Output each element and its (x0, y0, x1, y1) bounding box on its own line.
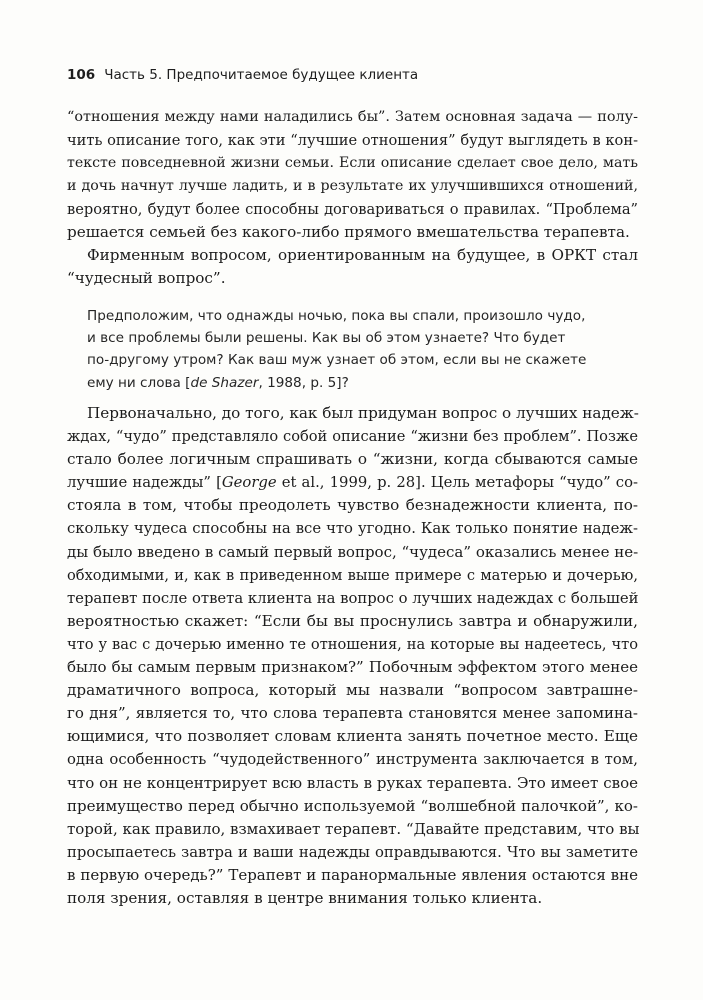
paragraph-2 (67, 244, 638, 290)
text-line: го дня”, является то, что слова терапевта становятся менее запомина- (67, 704, 638, 723)
text-line: стояла в том, чтобы преодолеть чувство безнадежности клиента, по- (67, 496, 638, 515)
text-line: ющимися, что позволяет словам клиента занять почетное место. Еще (67, 727, 638, 746)
text-fragment: et al., 1999, p. 28]. Цель метафоры “чудо” со- (276, 474, 638, 492)
text-line (67, 471, 638, 494)
running-head (67, 66, 418, 84)
citation-author: de Shazer (190, 374, 259, 391)
citation-text: , 1988, p. 5]? (258, 374, 349, 391)
text-line: тексте повседневной жизни семьи. Если описание сделает свое дело, мать (67, 155, 638, 172)
text-line: вероятно, будут более способны договариваться о правилах. “Проблема” (67, 201, 638, 219)
text-line: Первоначально, до того, как был придуман вопрос о лучших надеж- (87, 404, 639, 422)
running-title: Часть 5. Предпочитаемое будущее клиента (104, 67, 419, 83)
text-line: преимущество перед обычно используемой “волшебной палочкой”, ко- (67, 796, 638, 815)
paragraph-3 (67, 402, 638, 910)
quote-line (67, 372, 638, 394)
text-line: стало более логичным спрашивать о “жизни, когда сбываются самые (67, 450, 638, 469)
text-line: решается семьей без какого-либо прямого вмешательства терапевта. (67, 223, 630, 242)
text-line: вероятностью скажет: “Если бы вы проснулись завтра и обнаружили, (67, 611, 638, 630)
text-line: драматичного вопроса, который мы назвали “вопросом завтрашне- (67, 681, 638, 700)
quote-line: по-другому утром? Как ваш муж узнает об этом, если вы не скажете (87, 352, 587, 369)
text-line: Фирменным вопросом, ориентированным на будущее, в ОРКТ стал (87, 246, 638, 264)
text-line: одна особенность “чудодейственного” инструмента заключается в том, (67, 751, 638, 769)
quote-line: Предположим, что однажды ночью, пока вы спали, произошло чудо, (87, 308, 586, 324)
text-line: ды было введено в самый первый вопрос, “чудеса” оказались менее не- (67, 542, 639, 561)
quote-text: ему ни слова [ (87, 374, 191, 391)
text-line: торой, как правило, взмахивает терапевт. “Давайте представим, что вы (67, 819, 640, 838)
paragraph-1 (67, 106, 638, 245)
text-line: просыпаетесь завтра и ваши надежды оправдываются. Что вы заметите (67, 843, 638, 861)
text-line: в первую очередь?” Терапевт и паранормальные явления остаются вне (67, 865, 638, 884)
page-number: 106 (67, 67, 96, 83)
citation-author: George (221, 474, 277, 492)
text-line: обходимыми, и, как в приведенном выше примере с матерью и дочерью, (67, 566, 638, 584)
block-quote (67, 305, 638, 394)
text-line: и дочь начнут лучше ладить, и в результате их улучшившихся отношений, (67, 178, 638, 195)
text-line: терапевт после ответа клиента на вопрос о лучших надеждах с большей (67, 589, 639, 607)
text-line: поля зрения, оставляя в центре внимания только клиента. (67, 888, 543, 907)
text-fragment: лучшие надежды” [ (67, 474, 222, 492)
text-line: чить описание того, как эти “лучшие отношения” будут выглядеть в кон- (67, 132, 638, 150)
text-line: что у вас с дочерью именно те отношения, на которые вы надеетесь, что (67, 635, 638, 653)
text-line: “отношения между нами наладились бы”. Затем основная задача — полу- (67, 109, 638, 125)
text-line: “чудесный вопрос”. (67, 269, 226, 288)
text-line: что он не концентрирует всю власть в руках терапевта. Это имеет свое (67, 773, 638, 792)
text-line: скольку чудеса способны на все что угодно. Как только понятие надеж- (67, 520, 638, 538)
text-line: было бы самым первым признаком?” Побочным эффектом этого менее (67, 658, 638, 677)
quote-line: и все проблемы были решены. Как вы об этом узнаете? Что будет (87, 330, 566, 347)
text-line: ждах, “чудо” представляло собой описание “жизни без проблем”. Позже (67, 428, 638, 446)
